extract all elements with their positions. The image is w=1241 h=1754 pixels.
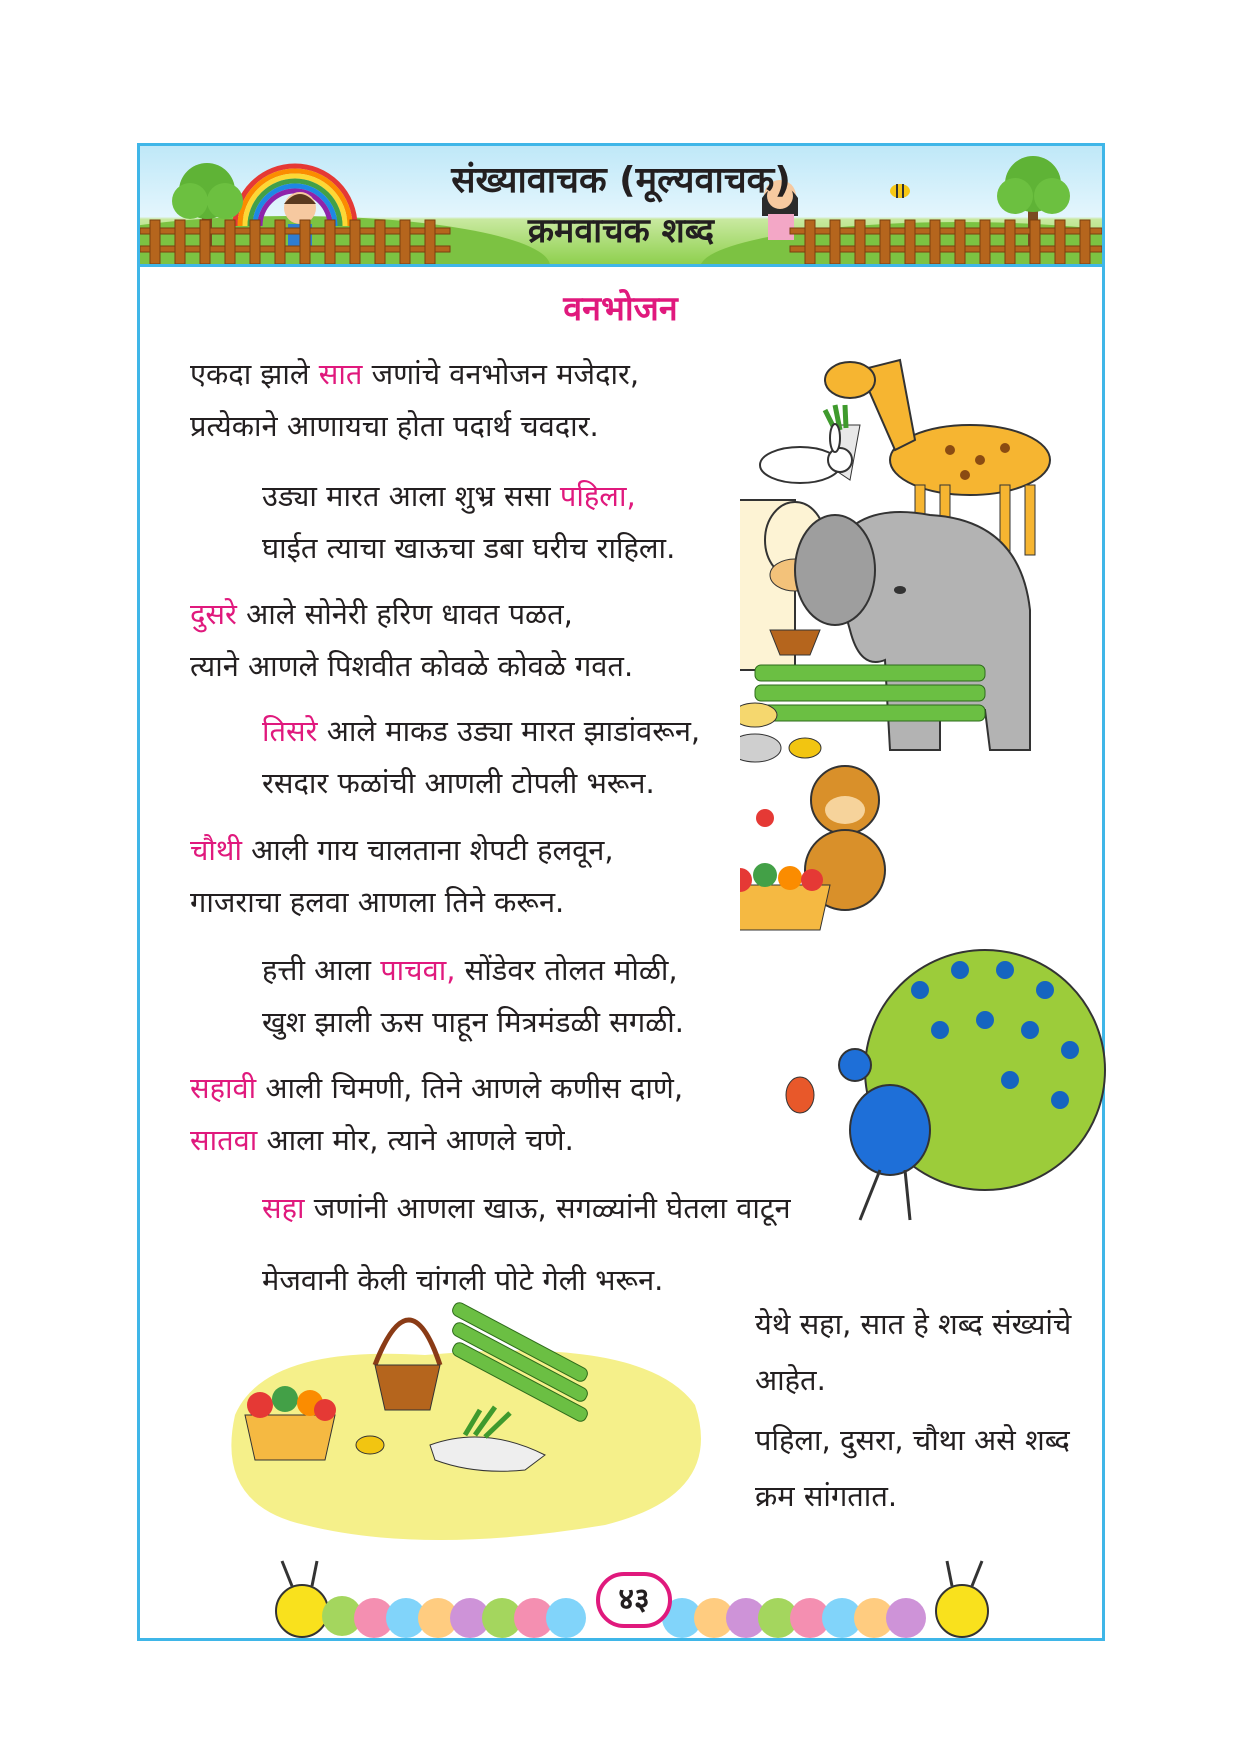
page-number: ४३ [596,1572,672,1628]
chapter-title-line1: संख्यावाचक (मूल्यवाचक) [451,160,791,201]
poem-line: सहा जणांनी आणला खाऊ, सगळ्यांनी घेतला वाटून [262,1191,791,1225]
poem-line: तिसरे आले माकड उड्या मारत झाडांवरून, [262,714,701,748]
corn-icon [789,738,821,758]
poem-line: सहावी आली चिमणी, तिने आणले कणीस दाणे, [190,1071,684,1105]
poem-line: त्याने आणले पिशवीत कोवळे कोवळे गवत. [190,649,634,683]
note-line2: पहिला, दुसरा, चौथा असे शब्द क्रम सांगतात. [755,1423,1070,1513]
poem-line: चौथी आली गाय चालताना शेपटी हलवून, [190,833,614,867]
caterpillar-icon [276,1561,586,1638]
sugarcane-icon [755,665,985,721]
poem-line: हत्ती आला पाचवा, सोंडेवर तोलत मोळी, [262,953,678,987]
peacock-icon [786,950,1105,1220]
basket-icon [375,1320,440,1410]
animals-illustration [740,330,1110,1310]
poem-line: दुसरे आले सोनेरी हरिण धावत पळत, [190,597,573,631]
poem-line: रसदार फळांची आणली टोपली भरून. [262,766,655,800]
poem-line: गाजराचा हलवा आणला तिने करून. [190,885,565,919]
poem-line: उड्या मारत आला शुभ्र ससा पहिला, [262,479,636,513]
picnic-illustration [225,1295,725,1555]
sparrow-icon [740,703,781,762]
rabbit-icon [760,424,852,483]
poem-title: वनभोजन [563,289,678,329]
poem-line: सातवा आला मोर, त्याने आणले चणे. [190,1123,574,1157]
header-banner [140,146,1102,267]
fruit-basket-icon [740,863,830,930]
poem-line: प्रत्येकाने आणायचा होता पदार्थ चवदार. [190,409,599,443]
poem-line: मेजवानी केली चांगली पोटे गेली भरून. [262,1263,664,1297]
poem-line: एकदा झाले सात जणांचे वनभोजन मजेदार, [190,357,640,391]
caterpillar-icon [662,1561,988,1638]
note-line1: येथे सहा, सात हे शब्द संख्यांचे आहेत. [755,1307,1072,1397]
poem-line: खुश झाली ऊस पाहून मित्रमंडळी सगळी. [262,1005,684,1039]
poem-line: घाईत त्याचा खाऊचा डबा घरीच राहिला. [262,531,676,565]
chapter-title-line2: क्रमवाचक शब्द [527,211,715,251]
corn-icon [356,1436,384,1454]
